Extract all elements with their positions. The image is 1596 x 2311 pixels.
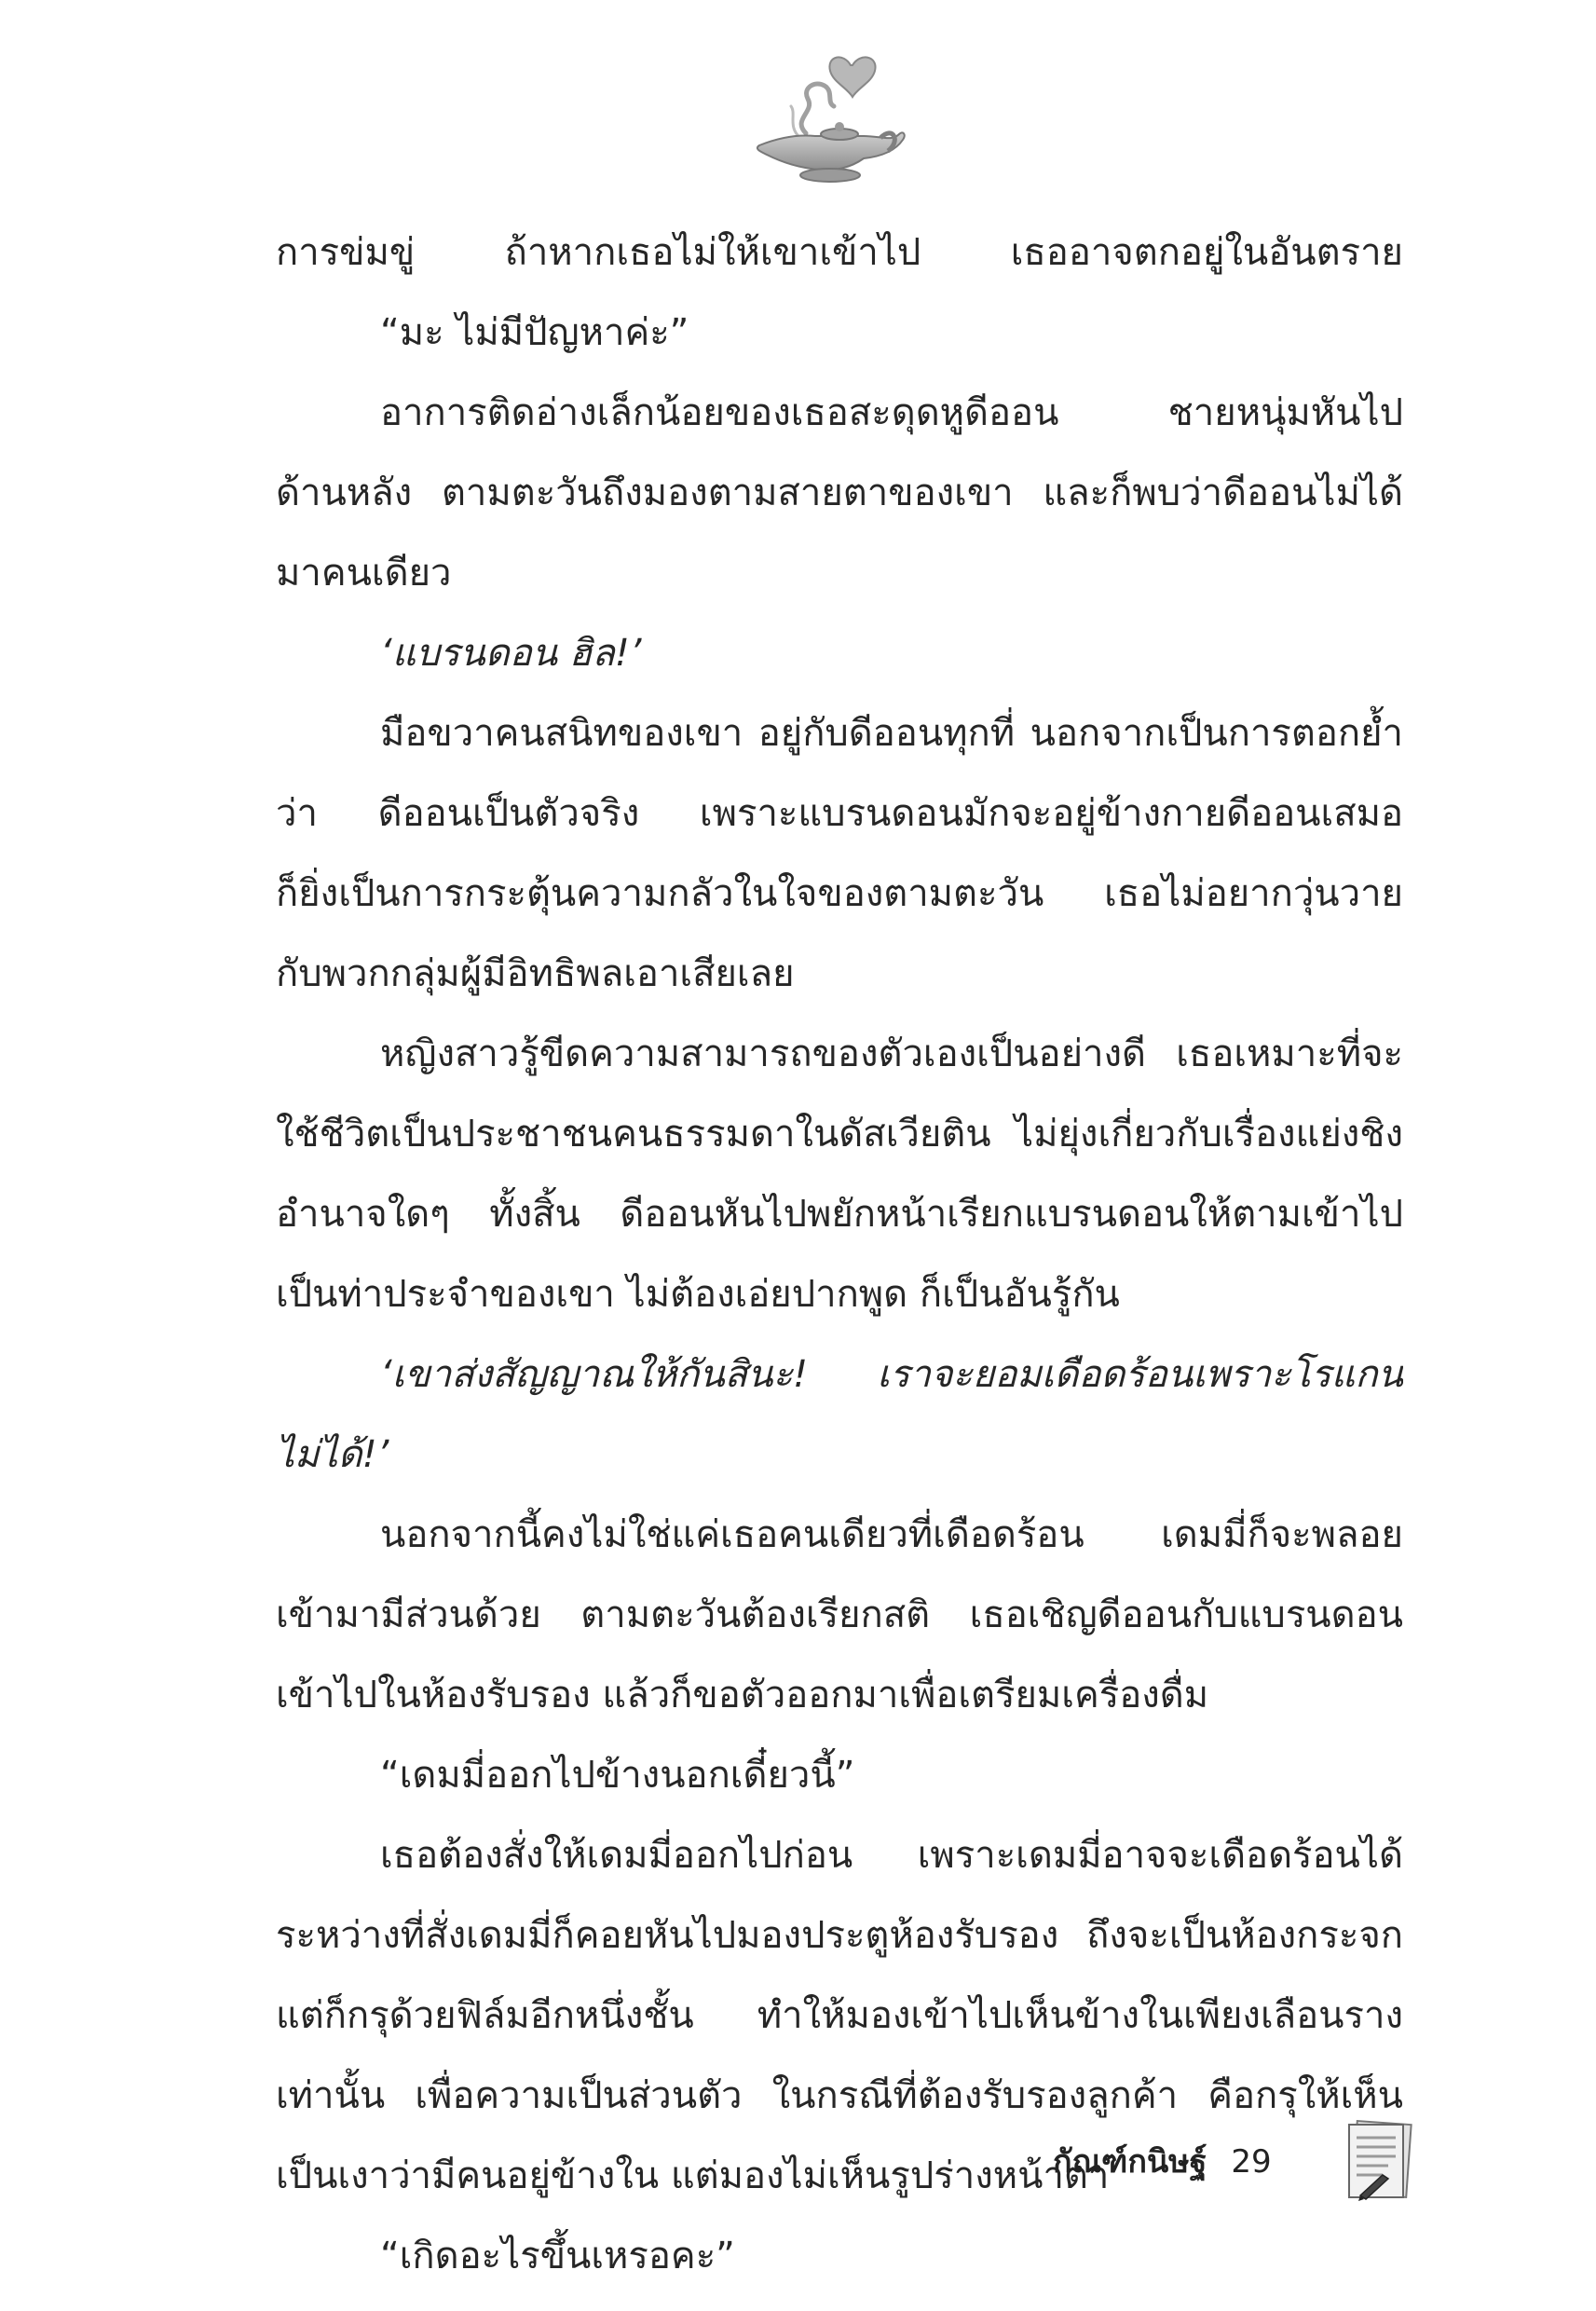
paragraph-line: ใช้ชีวิตเป็นประชาชนคนธรรมดาในดัสเวียติน ไม่ยุ่งเกี่ยวกับเรื่องแย่งชิง [276,1113,1403,1156]
paragraph-line: หญิงสาวรู้ขีดความสามารถของตัวเองเป็นอย่างดี เธอเหมาะที่จะ [380,1032,1403,1075]
paragraph-line: แต่ก็กรุด้วยฟิล์มอีกหนึ่งชั้น ทำให้มองเข้าไปเห็นข้างในเพียงเลือนราง [276,1994,1403,2037]
body-text [276,212,1403,2296]
paragraph-line: การข่มขู่ ถ้าหากเธอไม่ให้เขาเข้าไป เธออาจตกอยู่ในอันตราย [276,231,1403,274]
dialogue-line: “เดมมี่ออกไปข้างนอกเดี๋ยวนี้” [380,1754,855,1797]
thought-line: ไม่ได้!’ [276,1433,389,1476]
paragraph-line: กับพวกกลุ่มผู้มีอิทธิพลเอาเสียเลย [276,952,795,995]
page-number: 29 [1231,2143,1272,2181]
paragraph-line: เป็นเงาว่ามีคนอยู่ข้างใน แต่มองไม่เห็นรูปร่างหน้าตา [276,2154,1110,2197]
document-pen-icon [1342,2117,1416,2203]
paragraph-line: เข้าไปในห้องรับรอง แล้วก็ขอตัวออกมาเพื่อเตรียมเครื่องดื่ม [276,1674,1209,1716]
book-title: กัณฑ์กนิษฐ์ [1053,2143,1207,2181]
paragraph-line: มาคนเดียว [276,552,452,595]
genie-lamp-icon [741,45,908,189]
dialogue-line: “เกิดอะไรขึ้นเหรอคะ” [380,2235,735,2277]
page-footer [1053,2134,1272,2190]
paragraph-line: ด้านหลัง ตามตะวันถึงมองตามสายตาของเขา และก็พบว่าดีออนไม่ได้ [276,472,1403,514]
paragraph-line: นอกจากนี้คงไม่ใช่แค่เธอคนเดียวที่เดือดร้อน เดมมี่ก็จะพลอย [380,1513,1403,1556]
paragraph-line: ระหว่างที่สั่งเดมมี่ก็คอยหันไปมองประตูห้องรับรอง ถึงจะเป็นห้องกระจก [276,1914,1403,1957]
paragraph-line: ว่า ดีออนเป็นตัวจริง เพราะแบรนดอนมักจะอยู่ข้างกายดีออนเสมอ [276,792,1403,835]
thought-line: ‘แบรนดอน ฮิล!’ [380,632,642,675]
paragraph-line: เธอต้องสั่งให้เดมมี่ออกไปก่อน เพราะเดมมี่อาจจะเดือดร้อนได้ [380,1834,1403,1877]
dialogue-line: “มะ ไม่มีปัญหาค่ะ” [380,311,689,354]
paragraph-line: อาการติดอ่างเล็กน้อยของเธอสะดุดหูดีออน ชายหนุ่มหันไป [380,391,1403,434]
paragraph-line: เป็นท่าประจำของเขา ไม่ต้องเอ่ยปากพูด ก็เป็นอันรู้กัน [276,1273,1120,1316]
paragraph-line: อำนาจใดๆ ทั้งสิ้น ดีออนหันไปพยักหน้าเรียกแบรนดอนให้ตามเข้าไป [276,1193,1403,1236]
thought-line: ‘เขาส่งสัญญาณให้กันสินะ! เราจะยอมเดือดร้อนเพราะโรแกน [380,1353,1403,1396]
paragraph-line: มือขวาคนสนิทของเขา อยู่กับดีออนทุกที่ นอกจากเป็นการตอกย้ำ [380,712,1403,755]
paragraph-line: เข้ามามีส่วนด้วย ตามตะวันต้องเรียกสติ เธอเชิญดีออนกับแบรนดอน [276,1593,1403,1636]
paragraph-line: เท่านั้น เพื่อความเป็นส่วนตัว ในกรณีที่ต้องรับรองลูกค้า คือกรุให้เห็น [276,2074,1403,2117]
paragraph-line: ก็ยิ่งเป็นการกระตุ้นความกลัวในใจของตามตะวัน เธอไม่อยากวุ่นวาย [276,872,1403,915]
